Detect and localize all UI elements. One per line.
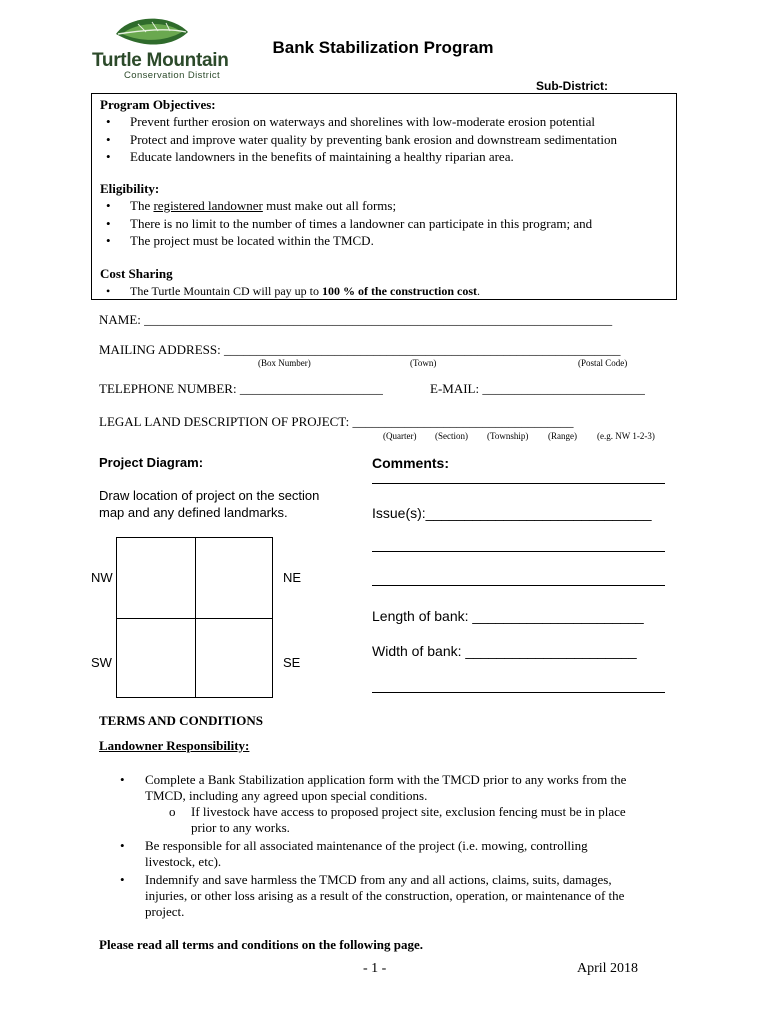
bullet-icon: • xyxy=(120,838,125,853)
ne-label: NE xyxy=(283,570,302,585)
example-label: (e.g. NW 1-2-3) xyxy=(597,431,655,441)
bullet-icon: • xyxy=(106,216,111,231)
program-info-box: Program Objectives: • Prevent further erosion on waterways and shorelines with low-moderate erosion potential • Protect and improve water quality by preventing bank erosion and downstream sedimentation • Educate landowners in the benefits of maintaining a healthy riparian area. Eligibility: • The registered landowner must make out all forms; • There is no limit to the number of times a landowner can participate in this program; and • The project must be located within the TMCD. Cost Sharing • The Turtle Mountain CD will pay up to 100 % of the construction cost. xyxy=(91,93,677,300)
comments-line[interactable] xyxy=(372,551,665,552)
terms-item-line: livestock, etc). xyxy=(145,854,222,869)
footer-date: April 2018 xyxy=(577,961,639,976)
logo-name: Turtle Mountain xyxy=(92,50,229,71)
terms-item-line: Complete a Bank Stabilization application form with the TMCD prior to any works from the xyxy=(145,772,627,787)
page-title: Bank Stabilization Program xyxy=(272,38,494,57)
telephone-field[interactable]: TELEPHONE NUMBER: ______________________ xyxy=(99,381,383,396)
bullet-icon: • xyxy=(106,233,111,248)
objectives-heading: Program Objectives: xyxy=(100,97,216,112)
sub-bullet-icon: o xyxy=(169,804,176,819)
bullet-icon: • xyxy=(106,132,111,147)
logo-subtitle: Conservation District xyxy=(124,70,221,81)
terms-heading: TERMS AND CONDITIONS xyxy=(99,713,263,728)
terms-item-line: Be responsible for all associated maintenance of the project (i.e. mowing, controlling xyxy=(145,838,588,853)
registered-landowner-link[interactable]: registered landowner xyxy=(153,198,263,213)
email-field[interactable]: E-MAIL: _________________________ xyxy=(430,381,645,396)
mailing-address-field[interactable]: MAILING ADDRESS: _____________________________________________________________ xyxy=(99,342,621,357)
bullet-icon: • xyxy=(106,284,111,298)
cost-sharing-heading: Cost Sharing xyxy=(100,266,173,281)
name-field[interactable]: NAME: ________________________________________________________________________ xyxy=(99,312,613,327)
comments-line[interactable] xyxy=(372,483,665,484)
project-diagram-heading: Project Diagram: xyxy=(99,455,204,470)
nw-label: NW xyxy=(91,570,113,585)
width-of-bank-field[interactable]: Width of bank: ______________________ xyxy=(372,643,637,659)
terms-note: Please read all terms and conditions on the following page. xyxy=(99,937,424,952)
terms-item-line: prior to any works. xyxy=(191,820,290,835)
section-label: (Section) xyxy=(435,431,468,441)
landowner-responsibility-heading: Landowner Responsibility: xyxy=(99,738,250,753)
terms-item-line: Indemnify and save harmless the TMCD from any and all actions, claims, suits, damages, xyxy=(145,872,612,887)
bullet-icon: • xyxy=(106,198,111,213)
diagram-instruction: Draw location of project on the section xyxy=(99,488,320,503)
section-map-grid[interactable] xyxy=(116,537,273,698)
township-label: (Township) xyxy=(487,431,529,441)
quarter-label: (Quarter) xyxy=(383,431,417,441)
comments-line[interactable] xyxy=(372,585,665,586)
bullet-icon: • xyxy=(106,114,111,129)
town-label: (Town) xyxy=(410,358,437,368)
postal-code-label: (Postal Code) xyxy=(578,358,628,368)
bullet-icon: • xyxy=(120,772,125,787)
eligibility-heading: Eligibility: xyxy=(100,181,160,196)
range-label: (Range) xyxy=(548,431,577,441)
box-number-label: (Box Number) xyxy=(258,358,311,368)
bullet-icon: • xyxy=(106,149,111,164)
comments-line[interactable] xyxy=(372,692,665,693)
legal-land-description-field[interactable]: LEGAL LAND DESCRIPTION OF PROJECT: __________________________________ xyxy=(99,414,574,429)
se-label: SE xyxy=(283,655,301,670)
diagram-instruction: map and any defined landmarks. xyxy=(99,505,288,520)
length-of-bank-field[interactable]: Length of bank: ______________________ xyxy=(372,608,644,624)
terms-item-line: project. xyxy=(145,904,185,919)
terms-item-line: injuries, or other loss arising as a result of the construction, operation, or maintenance of the xyxy=(145,888,625,903)
subdistrict-label: Sub-District: xyxy=(536,79,608,93)
sw-label: SW xyxy=(91,655,112,670)
terms-item-line: TMCD, including any agreed upon special conditions. xyxy=(145,788,428,803)
comments-heading: Comments: xyxy=(372,455,450,471)
issues-field[interactable]: Issue(s):_____________________________ xyxy=(372,505,652,521)
page-number: - 1 - xyxy=(363,961,387,976)
terms-item-line: If livestock have access to proposed project site, exclusion fencing must be in place xyxy=(191,804,626,819)
bullet-icon: • xyxy=(120,872,125,887)
